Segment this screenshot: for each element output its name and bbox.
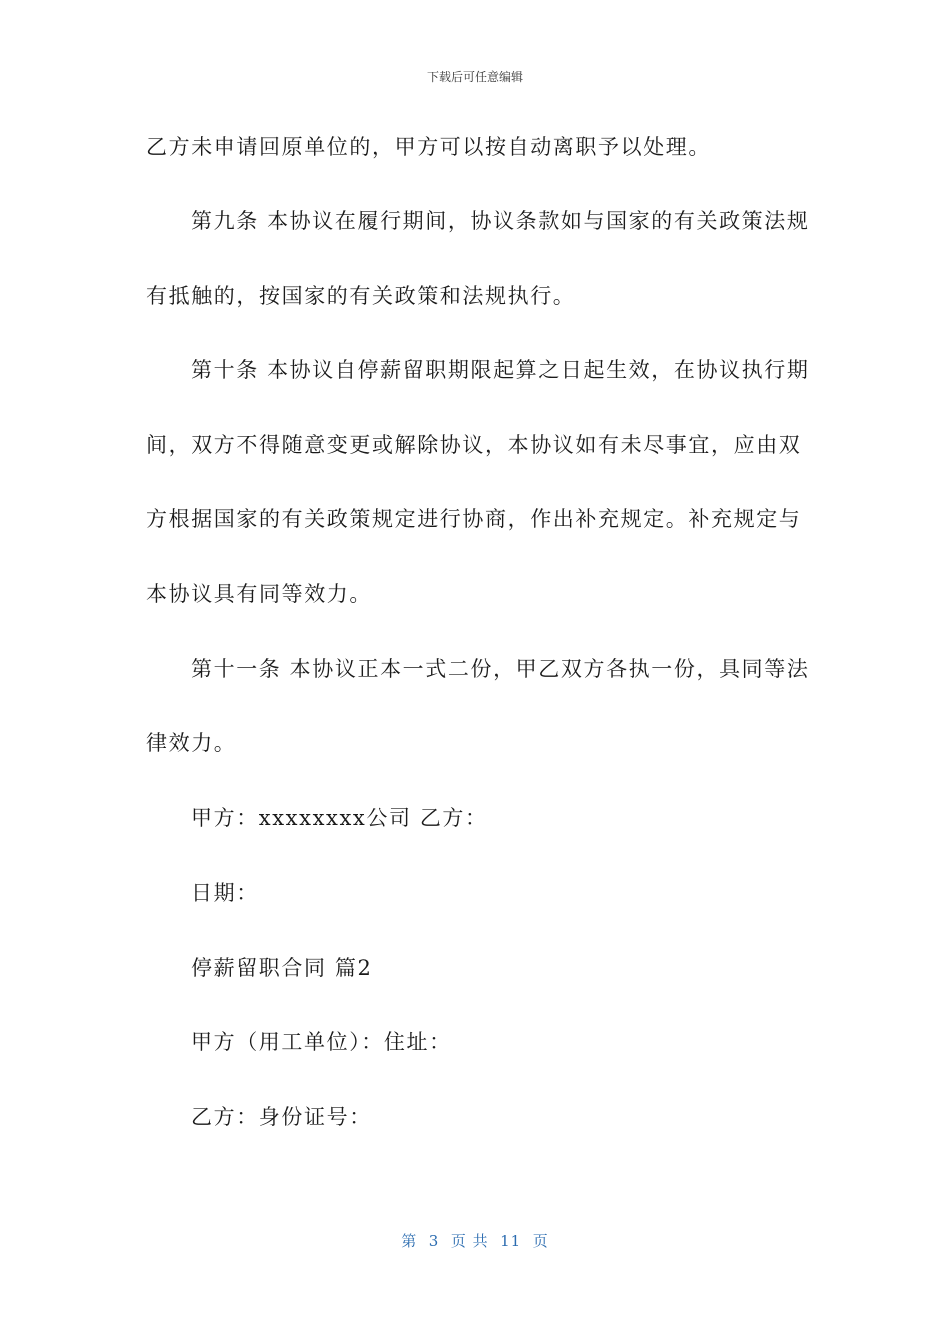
page-header: 下载后可任意编辑: [426, 70, 523, 84]
text-line-8: 第十一条 本协议正本一式二份，甲乙双方各执一份，具同等法: [191, 657, 810, 681]
party-a-line: 甲方（用工单位）：住址：: [191, 1030, 452, 1054]
party-b-line: 乙方：身份证号：: [191, 1105, 372, 1129]
text-line-5: 间，双方不得随意变更或解除协议，本协议如有未尽事宜，应由双: [146, 433, 802, 457]
text-line-2: 第九条 本协议在履行期间，协议条款如与国家的有关政策法规: [191, 209, 810, 233]
signature-line: 甲方：xxxxxxxx公司 乙方：: [191, 806, 488, 830]
text-line-3: 有抵触的，按国家的有关政策和法规执行。: [146, 284, 576, 308]
text-line-7: 本协议具有同等效力。: [146, 582, 372, 606]
page-number-footer: 第 3 页 共 11 页: [401, 1232, 549, 1250]
text-line-4: 第十条 本协议自停薪留职期限起算之日起生效，在协议执行期: [191, 358, 810, 382]
section-title: 停薪留职合同 篇2: [191, 956, 373, 980]
text-line-9: 律效力。: [146, 731, 237, 755]
text-line-1: 乙方未申请回原单位的，甲方可以按自动离职予以处理。: [146, 135, 711, 159]
text-line-6: 方根据国家的有关政策规定进行协商，作出补充规定。补充规定与: [146, 507, 802, 531]
date-line: 日期：: [191, 881, 259, 905]
